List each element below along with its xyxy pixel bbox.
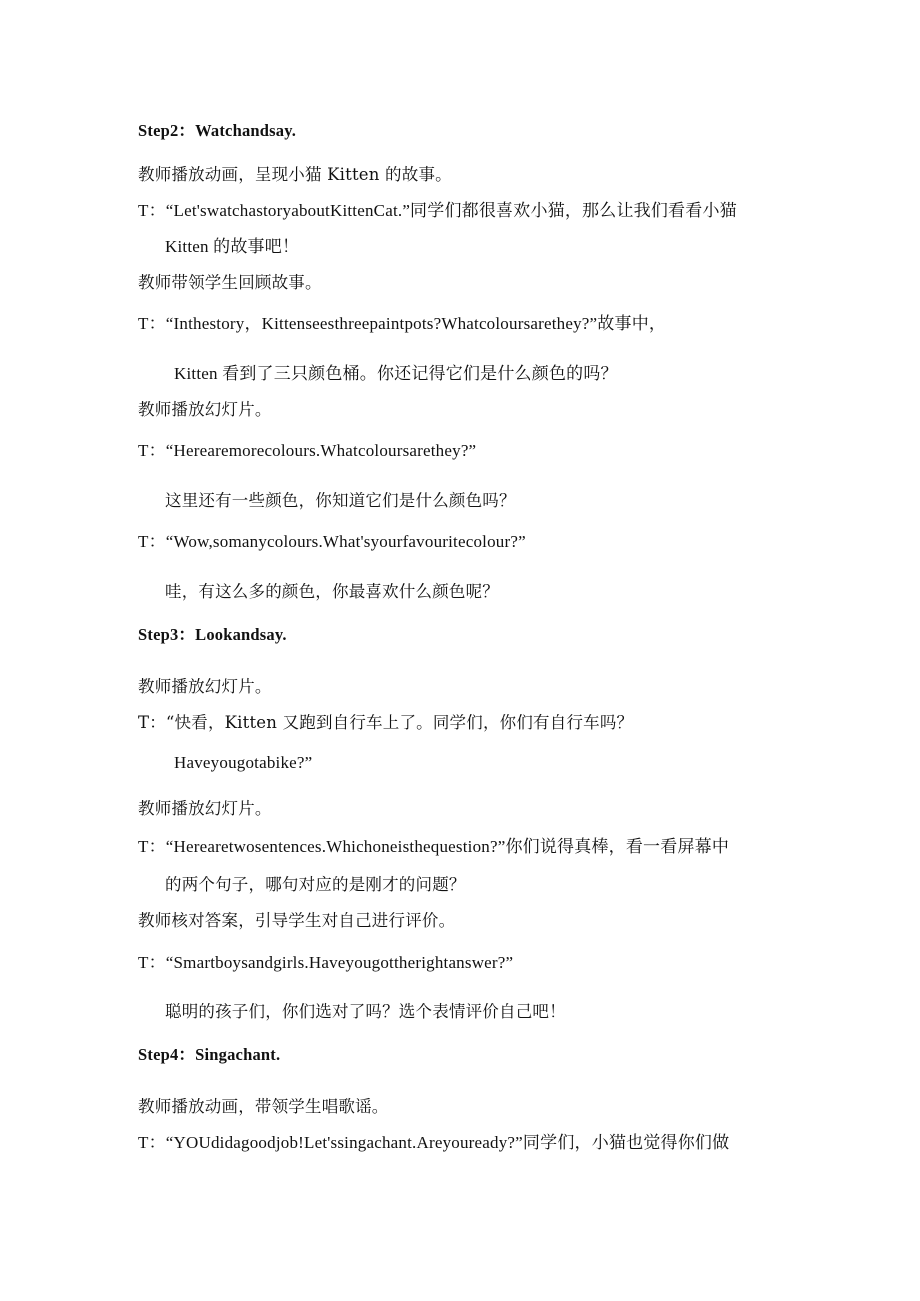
step4-heading: Step4：Singachant. [138,1045,281,1064]
step2-heading: Step2：Watchandsay. [138,121,297,140]
paragraph-line: 教师核对答案，引导学生对自己进行评价。 [138,911,456,930]
paragraph-line: T：“YOUdidagoodjob!Let'ssingachant.Areyouready?”同学们，小猫也觉得你们做 [138,1133,730,1152]
paragraph-line: 教师播放幻灯片。 [138,400,272,419]
paragraph-line: T：“Smartboysandgirls.Haveyougottherightanswer?” [138,953,514,972]
paragraph-line: Kitten 看到了三只颜色桶。你还记得它们是什么颜色的吗？ [174,364,618,383]
paragraph-line: 教师播放幻灯片。 [138,677,272,696]
paragraph-line: Kitten 的故事吧！ [165,237,300,256]
paragraph-line: 这里还有一些颜色，你知道它们是什么颜色吗？ [165,491,516,510]
paragraph-line: 教师播放动画，呈现小猫 Kitten 的故事。 [138,165,452,184]
paragraph-line: Haveyougotabike?” [174,753,313,772]
paragraph-line: T：“Let'swatchastoryaboutKittenCat.”同学们都很喜欢小猫，那么让我们看看小猫 [138,201,737,220]
paragraph-line: T：“快看，Kitten 又跑到自行车上了。同学们，你们有自行车吗？ [138,713,634,732]
paragraph-line: 教师带领学生回顾故事。 [138,273,322,292]
paragraph-line: T：“Herearetwosentences.Whichoneisthequestion?”你们说得真棒，看一看屏幕中 [138,837,730,856]
paragraph-line: T：“Inthestory，Kittenseesthreepaintpots?Whatcoloursarethey?”故事中， [138,314,667,333]
paragraph-line: 的两个句子，哪句对应的是刚才的问题？ [165,875,466,894]
paragraph-line: 聪明的孩子们，你们选对了吗？选个表情评价自己吧！ [165,1002,566,1021]
paragraph-line: 哇，有这么多的颜色，你最喜欢什么颜色呢？ [165,582,499,601]
paragraph-line: 教师播放动画，带领学生唱歌谣。 [138,1097,389,1116]
step3-heading: Step3：Lookandsay. [138,625,287,644]
paragraph-line: T：“Herearemorecolours.Whatcoloursarethey?” [138,441,477,460]
paragraph-line: T：“Wow,somanycolours.What'syourfavouritecolour?” [138,532,526,551]
paragraph-line: 教师播放幻灯片。 [138,799,272,818]
